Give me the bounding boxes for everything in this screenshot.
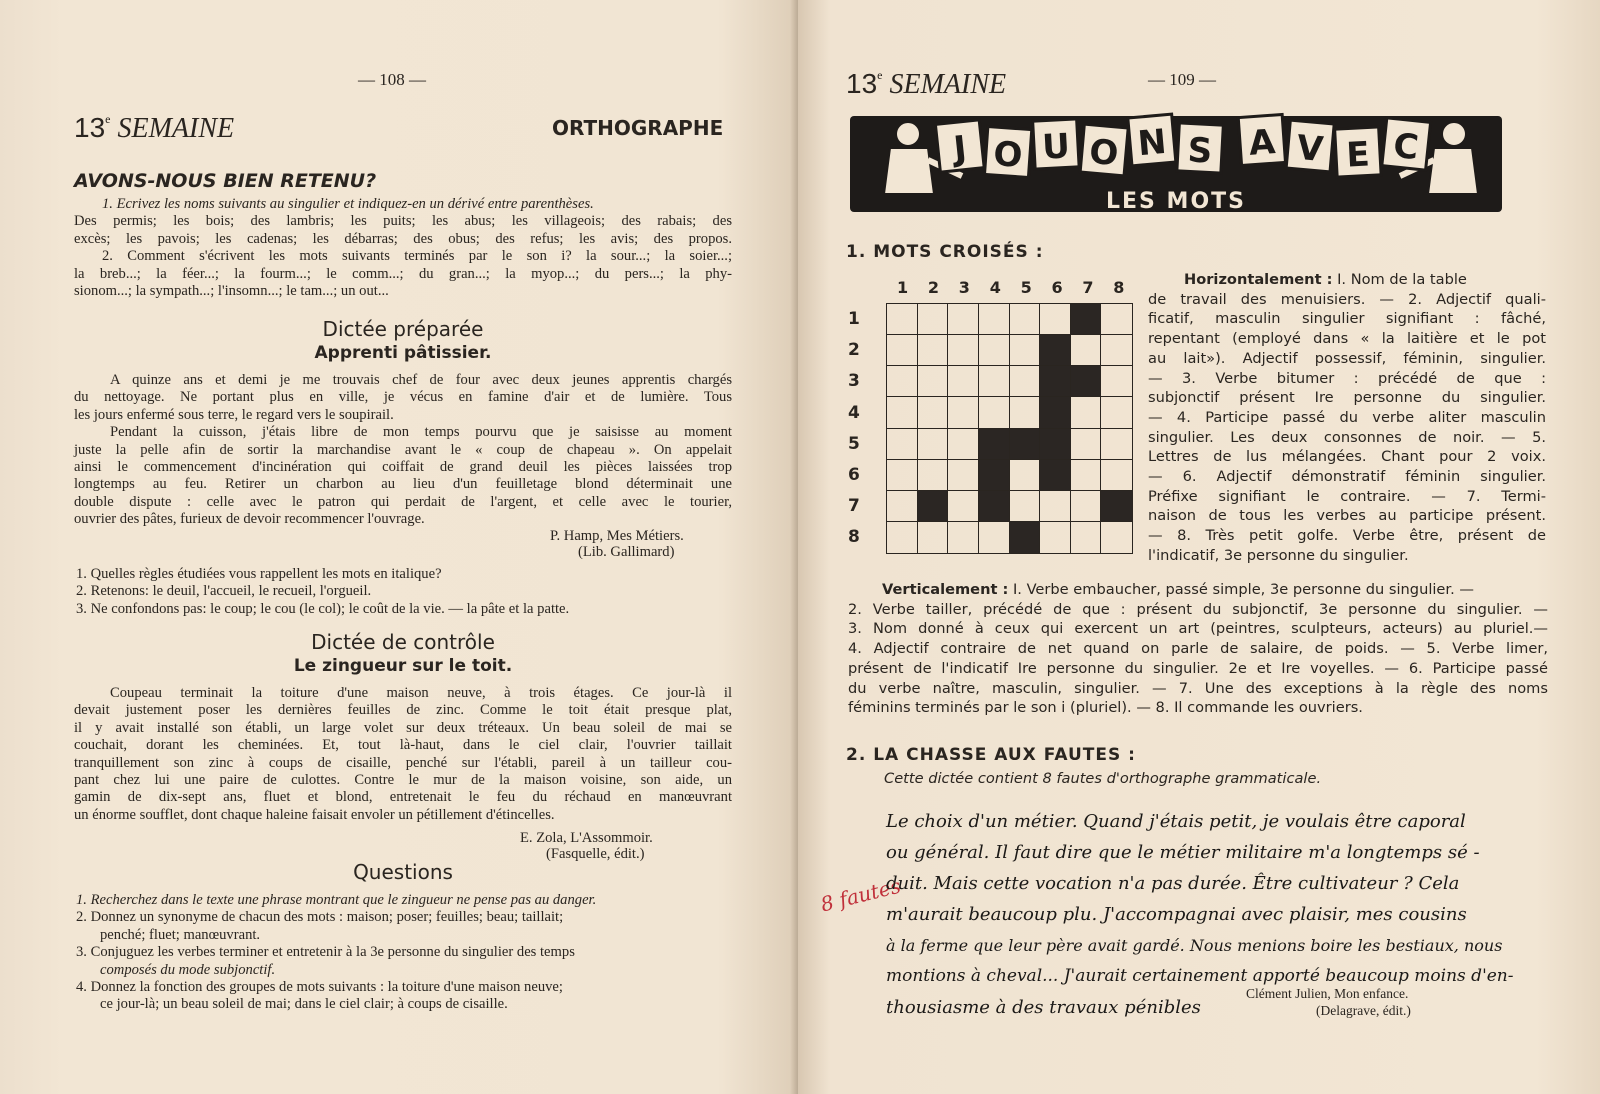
banner-letter-tile	[1238, 115, 1285, 166]
handwritten-line: Le choix d'un métier. Quand j'étais petit, je voulais être caporal	[886, 811, 1466, 832]
section-title: AVONS-NOUS BIEN RETENU?	[74, 170, 377, 192]
tile-letter: V	[1295, 127, 1325, 171]
grid-column-number: 2	[927, 278, 940, 297]
grid-cell[interactable]	[979, 522, 1010, 553]
dictee1-line: longtemps au feu. Retirer un charbon au lieu d'un feuilletage blond déterminait une	[74, 476, 732, 493]
grid-cell[interactable]	[1101, 522, 1132, 553]
dictee1-line: A quinze ans et demi je me trouvais chef de four avec deux jeunes apprentis chargés	[110, 372, 732, 388]
grid-cell[interactable]	[918, 335, 949, 366]
question-item: 2. Retenons: le deuil, l'accueil, le recueil, l'orgueil.	[76, 583, 372, 600]
grid-cell[interactable]	[1101, 429, 1132, 460]
questions1	[76, 566, 736, 618]
grid-cell[interactable]	[887, 335, 918, 366]
horiz-clue-line: ficatif, masculin singulier signifiant : fâché,	[1148, 310, 1546, 328]
horiz-clue-line: subjonctif présent Ire personne du singulier.	[1148, 389, 1546, 407]
grid-cell[interactable]	[948, 522, 979, 553]
vert-clue-line: 3. Nom donné à ceux qui exercent un art (peintres, sculpteurs, acteurs) au pluriel.—	[848, 620, 1548, 638]
grid-cell-black	[1040, 397, 1071, 428]
dictee1-title: Dictée préparée	[322, 317, 484, 341]
source-citation: Clément Julien, Mon enfance.	[1246, 986, 1409, 1001]
vert-clue-line: du verbe naître, masculin, singulier. — 7. Une des exceptions à la règle des noms	[848, 679, 1548, 697]
grid-cell[interactable]	[887, 460, 918, 491]
handwritten-line: montions à cheval... J'aurait certainement apporté beaucoup moins d'en-	[886, 966, 1514, 986]
dictee1-line: Pendant la cuisson, j'étais libre de mon temps pourvu que je saisisse au moment	[110, 424, 732, 441]
horiz-clue-line: l'indicatif, 3e personne du singulier.	[1148, 546, 1409, 564]
grid-column-number: 8	[1113, 278, 1125, 297]
grid-cell[interactable]	[948, 491, 979, 522]
exercise-block	[74, 196, 732, 300]
grid-cell[interactable]	[948, 460, 979, 491]
questions2	[76, 892, 736, 1014]
horizontal-clues	[1148, 270, 1546, 566]
horiz-text: I. Nom de la table	[1337, 271, 1467, 288]
banner-letter-tile	[1335, 127, 1381, 177]
dictee2-line: tranquillement son zinc à coups de cisaille, penché sur l'établi, pareil à un tailleur cou-	[74, 754, 732, 771]
grid-cell[interactable]	[979, 366, 1010, 397]
tile-letter: S	[1186, 130, 1214, 172]
child-left-body	[884, 148, 934, 194]
jouons-banner	[850, 112, 1502, 224]
grid-cell[interactable]	[948, 366, 979, 397]
dictee2-line: un énorme soufflet, dont chaque haleine faisait envoler un pétillement d'étincelles.	[74, 806, 555, 823]
handwritten-line: ou général. Il faut dire que le métier militaire m'a longtemps sé -	[886, 842, 1480, 863]
dictee1-line: les jours enfermé sous terre, le regard vers le soupirail.	[74, 406, 394, 423]
horiz-clue-line: singulier. Les deux consonnes de noir. — 5.	[1148, 428, 1546, 446]
horiz-clue-line: Préfixe signifiant le contraire. — 7. Termi-	[1148, 487, 1546, 505]
grid-cell[interactable]	[918, 460, 949, 491]
week-number: 13	[846, 68, 878, 99]
grid-cell[interactable]	[979, 304, 1010, 335]
grid-row-number: 2	[848, 340, 860, 361]
vert-clue-line: 4. Adjectif contraire de net quand on parle de salaire, de poids. — 5. Verbe limer,	[848, 640, 1548, 658]
horiz-clue-line: — 8. Très petit golfe. Verbe être, présent de	[1148, 527, 1546, 545]
vert-text: I. Verbe embaucher, passé simple, 3e personne du singulier. —	[1013, 581, 1474, 598]
grid-cell[interactable]	[1071, 522, 1102, 553]
grid-cell[interactable]	[948, 304, 979, 335]
grid-cell-black	[979, 460, 1010, 491]
grid-cell[interactable]	[979, 397, 1010, 428]
horiz-clue-line: au lait»). Adjectif possessif, féminin, singulier.	[1148, 349, 1546, 367]
grid-row-number: 6	[848, 465, 860, 485]
grid-cell[interactable]	[1010, 366, 1041, 397]
grid-row-number: 4	[848, 402, 860, 423]
dictee2-line: pant chez lui une paire de culottes. Contre le mur de la maison voisine, son aide, un	[74, 772, 732, 789]
horiz-label: Horizontalement :	[1184, 271, 1333, 288]
handwritten-line: thousiasme à des travaux pénibles	[886, 997, 1201, 1018]
tile-letter: N	[1136, 121, 1169, 165]
dictee2-line: devait justement poser les dernières feuilles de zinc. Comme le toit était presque plat,	[74, 702, 732, 719]
question-item: 1. Quelles règles étudiées vous rappellent les mots en italique?	[76, 566, 442, 582]
grid-cell[interactable]	[1010, 335, 1041, 366]
child-left-head	[896, 122, 920, 146]
grid-cell[interactable]	[1071, 397, 1102, 428]
grid-cell[interactable]	[918, 366, 949, 397]
grid-cell[interactable]	[918, 429, 949, 460]
question-item: 1. Recherchez dans le texte une phrase montrant que le zingueur ne pense pas au danger.	[76, 892, 597, 908]
margin-correction-note: 8 fautes	[818, 873, 904, 917]
dictee1-publisher: (Lib. Gallimard)	[578, 544, 675, 560]
grid-cell-black	[918, 491, 949, 522]
crossword-grid	[886, 303, 1133, 554]
grid-cell[interactable]	[1010, 460, 1041, 491]
week-sup: e	[105, 112, 111, 126]
grid-column-number: 5	[1020, 278, 1032, 297]
grid-cell-black	[1040, 460, 1071, 491]
grid-cell[interactable]	[1101, 335, 1132, 366]
dictee1-line: juste la pelle afin de sortir la marchandise avant le « coup de chapeau ». On appelait	[74, 441, 732, 458]
grid-cell[interactable]	[1101, 397, 1132, 428]
week-number: 13	[74, 112, 106, 143]
grid-column-numbers	[886, 278, 1133, 298]
vert-clue-line	[848, 580, 1548, 600]
dictee2-source: E. Zola, L'Assommoir.	[520, 830, 653, 846]
vert-label: Verticalement :	[882, 581, 1009, 598]
week-sup: e	[877, 68, 883, 82]
grid-cell[interactable]	[887, 491, 918, 522]
page-number: — 108 —	[358, 70, 426, 89]
ex-line: sionom...; la sympath...; l'insomn...; le tam...; un out...	[74, 283, 389, 300]
dictee2-line: il y avait installé son établi, un large volet sur deux tréteaux. Un beau soleil de mai se	[74, 719, 732, 736]
grid-cell[interactable]	[1071, 460, 1102, 491]
banner-letter-tile	[1128, 114, 1176, 166]
grid-row-number: 1	[848, 309, 860, 329]
dictee2-line: Coupeau terminait la toiture d'une maison neuve, à trois étages. Ce jour-là il	[110, 685, 732, 701]
grid-row-number: 8	[848, 527, 860, 548]
horiz-clue-line: — 4. Participe passé du verbe aliter masculin	[1148, 408, 1546, 426]
left-page	[0, 0, 798, 1094]
grid-cell[interactable]	[948, 429, 979, 460]
banner-subtitle: LES MOTS	[1106, 189, 1246, 214]
grid-cell[interactable]	[948, 397, 979, 428]
banner-letter-tile	[1382, 118, 1431, 170]
grid-cell-black	[979, 429, 1010, 460]
grid-cell[interactable]	[918, 304, 949, 335]
question-item: composés du mode subjonctif.	[100, 961, 276, 978]
banner-letter-tile	[1177, 123, 1223, 173]
ex-line: excès; les pavois; les cadenas; les débarras; des obus; des refus; les avis; des propos.	[74, 230, 732, 247]
tile-letter: J	[951, 128, 969, 170]
child-right-body	[1428, 148, 1478, 194]
question-item: 4. Donnez la fonction des groupes de mots suivants : la toiture d'une maison neuve;	[76, 979, 563, 996]
question-item: penché; fluet; manœuvrant.	[100, 926, 261, 943]
grid-cell[interactable]	[918, 397, 949, 428]
question-item: 2. Donnez un synonyme de chacun des mots : maison; poser; feuilles; beau; taillait;	[76, 909, 564, 926]
handwritten-dictation	[886, 806, 1526, 1023]
tile-letter: A	[1247, 122, 1277, 164]
ex-line: 2. Comment s'écrivent les mots suivants terminés par le son i? la sour...; la soier...;	[102, 248, 732, 265]
grid-cell[interactable]	[887, 397, 918, 428]
ex-line: Des permis; les bois; des lambris; les puits; les abus; les villageois; des rabais; des	[74, 213, 732, 230]
horiz-clue-line: naison de tous les verbes au participe présent.	[1148, 507, 1546, 525]
tile-letter: O	[992, 134, 1024, 176]
dictee2-subtitle: Le zingueur sur le toit.	[293, 656, 513, 676]
grid-cell[interactable]	[1010, 304, 1041, 335]
grid-cell[interactable]	[887, 366, 918, 397]
dictee1-text	[74, 372, 732, 529]
grid-cell-black	[1040, 335, 1071, 366]
grid-cell-black	[1040, 366, 1071, 397]
ex-line: la breb...; la féer...; la fourm...; le comm...; du gran...; la myop...; du pers...; la phy-	[74, 265, 732, 282]
grid-row-number: 7	[848, 496, 860, 517]
section1-title: 1. MOTS CROISÉS :	[846, 242, 1044, 262]
grid-column-number: 6	[1051, 278, 1063, 297]
grid-cell[interactable]	[1071, 335, 1102, 366]
horiz-clue-line: repentant (employé dans « la laitière et le pot	[1148, 330, 1546, 348]
grid-cell[interactable]	[1101, 366, 1132, 397]
horiz-clue-line: — 6. Adjectif démonstratif féminin singulier.	[1148, 468, 1546, 486]
questions-title: Questions	[353, 860, 453, 884]
question-item: 3. Ne confondons pas: le coup; le cou (le col); le coût de la vie. — la pâte et la patte.	[76, 600, 570, 617]
subject-heading: ORTHOGRAPHE	[552, 116, 724, 140]
tile-letter: E	[1345, 134, 1371, 176]
dictee1-subtitle: Apprenti pâtissier.	[314, 343, 492, 363]
banner-letter-tile	[985, 127, 1032, 178]
dictee1-line: ainsi le commencement d'incinération qui coiffait de grand deuil les pièces laissées trop	[74, 459, 732, 476]
grid-cell-black	[1101, 491, 1132, 522]
grid-cell-black	[1071, 366, 1102, 397]
grid-row-number: 3	[848, 371, 860, 392]
dictee2-line: gamin de dix-sept ans, fluet et blond, entretenait le feu du réchaud en manœuvrant	[74, 789, 732, 806]
grid-row-number: 5	[848, 433, 860, 454]
horiz-clue-line: Lettres de lus mélangées. Chant pour 2 voix.	[1148, 448, 1546, 466]
banner-letter-tile	[1286, 120, 1334, 172]
week-heading	[74, 112, 234, 145]
dictee1-line: double dispute : celle avec le patron qui perdait de l'argent, et celle avec le tourier,	[74, 493, 732, 510]
grid-column-number: 1	[897, 278, 909, 297]
section2-intro: Cette dictée contient 8 fautes d'orthographe grammaticale.	[884, 770, 1322, 787]
grid-cell[interactable]	[887, 429, 918, 460]
grid-cell[interactable]	[887, 304, 918, 335]
vertical-clues	[848, 580, 1548, 718]
page-number: — 109 —	[1148, 70, 1216, 89]
handwritten-line: duit. Mais cette vocation n'a pas durée. Être cultivateur ? Cela	[886, 873, 1460, 894]
handwritten-line: à la ferme que leur père avait gardé. Nous menions boire les bestiaux, nous	[886, 936, 1503, 955]
grid-cell-black	[1010, 522, 1041, 553]
grid-cell[interactable]	[1040, 491, 1071, 522]
grid-cell[interactable]	[1101, 304, 1132, 335]
vert-clue-line: 2. Verbe tailler, précédé de que : présent du subjonctif, 3e personne du singulier. —	[848, 600, 1548, 618]
banner-letter-tile	[1033, 119, 1079, 169]
dictee2-line: couchait, dorant les cheminées. Et, tout là-haut, dans le ciel clair, l'ouvrier taillait	[74, 737, 732, 754]
section2-title: 2. LA CHASSE AUX FAUTES :	[846, 745, 1136, 765]
horiz-clue-line: — 3. Verbe bitumer : précédé de que :	[1148, 369, 1546, 387]
grid-cell[interactable]	[887, 522, 918, 553]
grid-cell[interactable]	[1010, 397, 1041, 428]
child-right-head	[1442, 122, 1466, 146]
dictee2-text	[74, 685, 732, 824]
grid-cell[interactable]	[1071, 491, 1102, 522]
ex-line: 1. Ecrivez les noms suivants au singulier et indiquez-en un dérivé entre parenthèses.	[102, 196, 594, 212]
grid-column-number: 3	[958, 278, 970, 297]
week-word: SEMAINE	[117, 113, 235, 144]
question-item: ce jour-là; un beau soleil de mai; dans le ciel clair; à coups de cisaille.	[100, 996, 508, 1013]
grid-cell[interactable]	[1071, 429, 1102, 460]
dictee2-title: Dictée de contrôle	[311, 630, 495, 654]
grid-cell[interactable]	[1101, 460, 1132, 491]
source-publisher: (Delagrave, édit.)	[1316, 1003, 1411, 1018]
grid-cell[interactable]	[979, 335, 1010, 366]
vert-clue-line: présent de l'indicatif Ire personne du singulier. 2e et Ire voyelles. — 6. Participe passé	[848, 659, 1548, 677]
dictee1-line: ouvrier des pâtes, furieux de devoir recommencer l'ouvrage.	[74, 511, 425, 528]
grid-cell[interactable]	[948, 335, 979, 366]
week-word: SEMAINE	[889, 69, 1007, 100]
tile-letter: O	[1087, 131, 1121, 175]
banner-letter-tile	[1080, 124, 1128, 176]
grid-column-number: 4	[989, 278, 1001, 297]
grid-cell[interactable]	[918, 522, 949, 553]
grid-column-number: 7	[1082, 278, 1094, 297]
grid-cell[interactable]	[1040, 304, 1071, 335]
grid-cell-black	[1040, 429, 1071, 460]
grid-cell-black	[979, 491, 1010, 522]
week-heading	[846, 68, 1006, 101]
dictee2-publisher: (Fasquelle, édit.)	[546, 846, 645, 862]
tile-letter: C	[1391, 125, 1421, 169]
horiz-clue-line	[1148, 270, 1546, 290]
grid-cell[interactable]	[1040, 522, 1071, 553]
dictee1-source: P. Hamp, Mes Métiers.	[550, 528, 684, 544]
question-item: 3. Conjuguez les verbes terminer et entretenir à la 3e personne du singulier des temps	[76, 944, 575, 961]
handwritten-line: m'aurait beaucoup plu. J'accompagnai avec plaisir, mes cousins	[886, 904, 1467, 925]
grid-cell-black	[1071, 304, 1102, 335]
horiz-clue-line: de travail des menuisiers. — 2. Adjectif quali-	[1148, 290, 1546, 308]
vert-clue-line: féminins terminés par le son i (pluriel). — 8. Il commande les ouvriers.	[848, 699, 1363, 717]
grid-cell[interactable]	[1010, 491, 1041, 522]
grid-row-numbers	[848, 305, 868, 556]
banner-letter-tile	[935, 120, 984, 172]
tile-letter: U	[1041, 126, 1071, 168]
grid-cell-black	[1010, 429, 1041, 460]
dictee1-line: du nettoyage. Ne portant plus en ville, je vécus en famine d'air et de lumière. Tous	[74, 389, 732, 406]
